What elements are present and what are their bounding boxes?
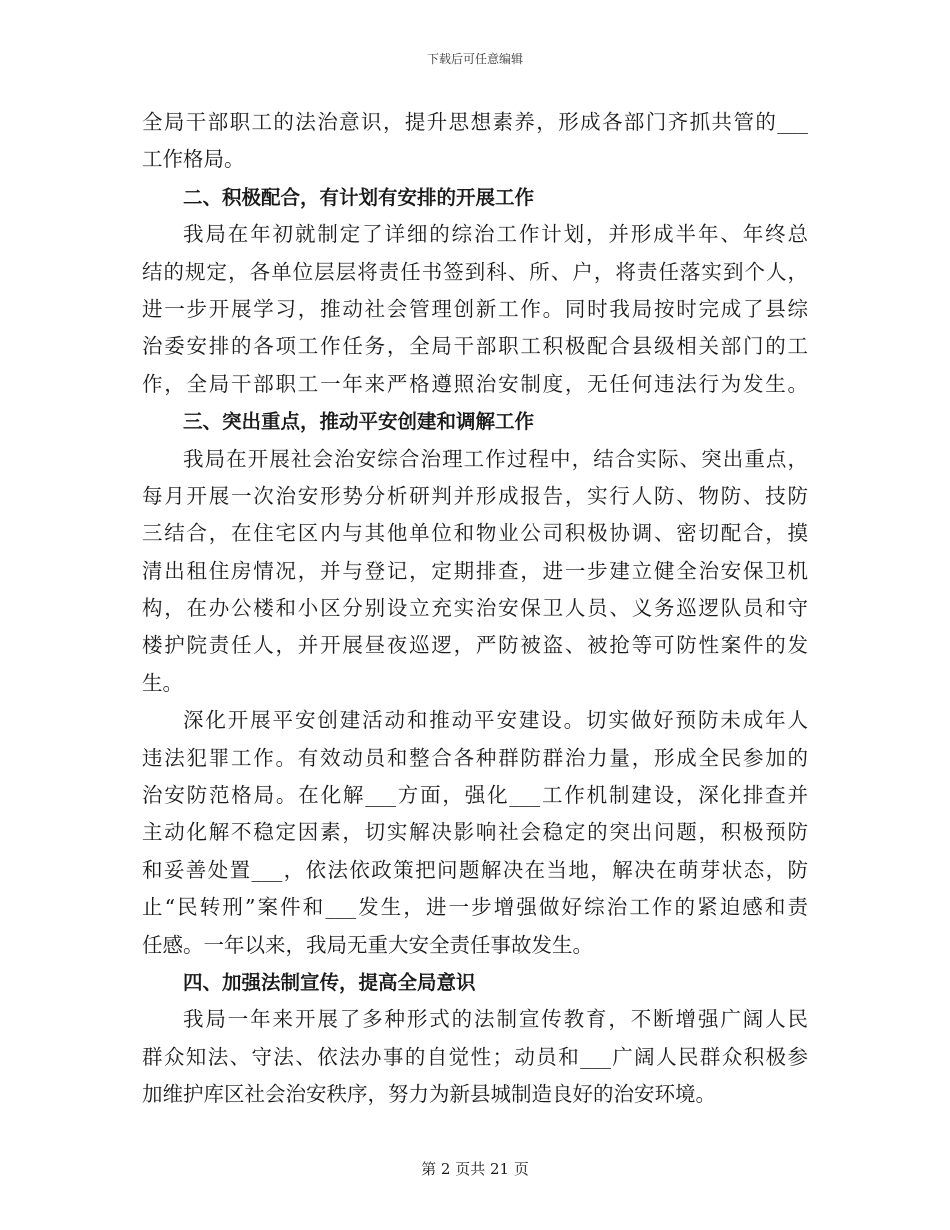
body-text-line: 加维护库区社会治安秩序，努力为新县城制造良好的治安环境。 [142,1082,716,1107]
document-body [142,104,808,1114]
body-text-line: 生。 [142,670,183,695]
body-text-line: 违法犯罪工作。有效动员和整合各种群防群治力量，形成全民参加的 [142,745,808,770]
body-text-line: 主动化解不稳定因素，切实解决影响社会稳定的突出问题，积极预防 [142,820,808,845]
page-footer: 第 2 页共 21 页 [421,1160,529,1178]
body-text-line: 三结合，在住宅区内与其他单位和物业公司积极协调、密切配合，摸 [142,521,808,546]
body-text-line: 我局一年来开展了多种形式的法制宣传教育，不断增强广阔人民 [183,1007,808,1032]
body-text-line: 群众知法、守法、依法办事的自觉性；动员和___广阔人民群众积极参 [142,1044,808,1069]
body-text-line: 构，在办公楼和小区分别设立充实治安保卫人员、义务巡逻队员和守 [142,596,808,621]
body-text-line: 止“民转刑”案件和___发生，进一步增强做好综治工作的紧迫感和责 [142,895,808,920]
body-text-line: 工作格局。 [142,147,245,172]
body-text-line: 进一步开展学习，推动社会管理创新工作。同时我局按时完成了县综 [142,296,808,321]
body-text-line: 每月开展一次治安形势分析研判并形成报告，实行人防、物防、技防 [142,483,808,508]
section-heading: 四、加强法制宣传，提高全局意识 [183,970,476,994]
section-heading: 二、积极配合，有计划有安排的开展工作 [183,185,535,209]
body-text-line: 治委安排的各项工作任务，全局干部职工积极配合县级相关部门的工 [142,334,808,359]
body-text-line: 楼护院责任人，并开展昼夜巡逻，严防被盗、被抢等可防性案件的发 [142,633,808,658]
body-text-line: 我局在年初就制定了详细的综治工作计划，并形成半年、年终总 [183,222,808,247]
body-text-line: 我局在开展社会治安综合治理工作过程中，结合实际、突出重点， [183,446,808,471]
body-text-line: 任感。一年以来，我局无重大安全责任事故发生。 [142,932,593,957]
body-text-line: 清出租住房情况，并与登记，定期排查，进一步建立健全治安保卫机 [142,558,808,583]
body-text-line: 结的规定，各单位层层将责任书签到科、所、户，将责任落实到个人， [142,259,808,284]
body-text-line: 治安防范格局。在化解___方面，强化___工作机制建设，深化排查并 [142,783,808,808]
page-header: 下载后可任意编辑 [426,52,523,66]
body-text-line: 深化开展平安创建活动和推动平安建设。切实做好预防未成年人 [183,708,808,733]
body-text-line: 作，全局干部职工一年来严格遵照治安制度，无任何违法行为发生。 [142,371,808,396]
body-text-line: 全局干部职工的法治意识，提升思想素养，形成各部门齐抓共管的___ [142,110,808,134]
section-heading: 三、突出重点，推动平安创建和调解工作 [183,410,535,434]
body-text-line: 和妥善处置___，依法依政策把问题解决在当地，解决在萌芽状态，防 [142,857,808,882]
